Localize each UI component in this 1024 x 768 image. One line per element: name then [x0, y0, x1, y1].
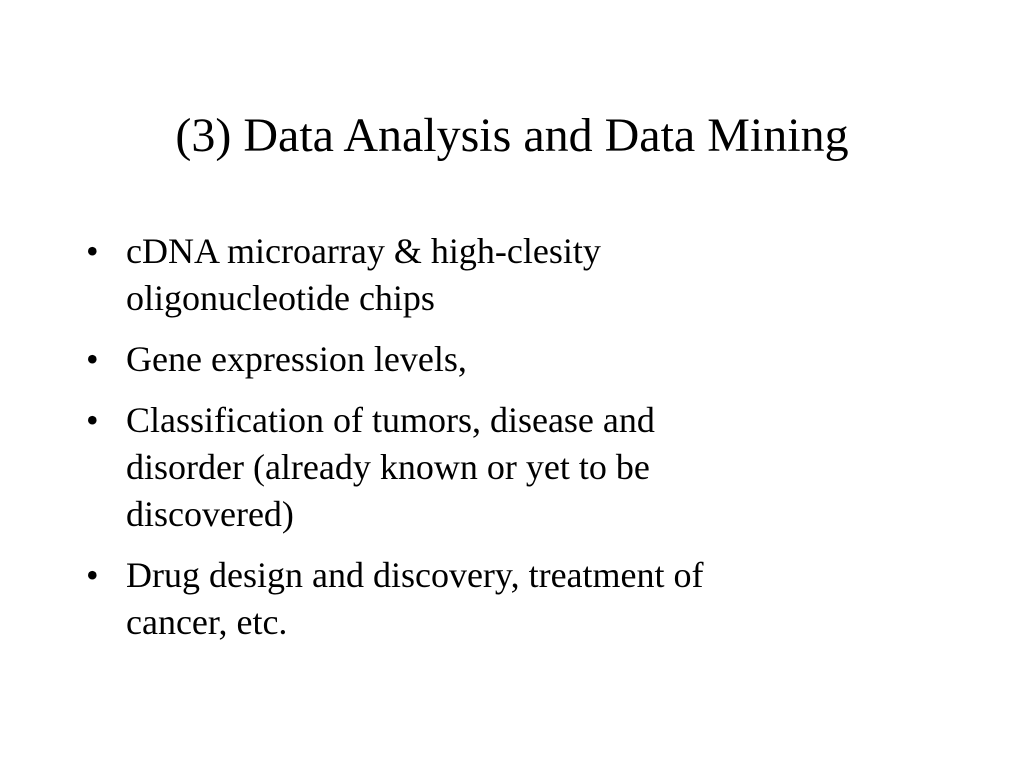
bullet-line: oligonucleotide chips: [126, 278, 435, 318]
bullet-item: [86, 336, 946, 383]
bullet-line: Classification of tumors, disease and: [126, 400, 655, 440]
bullet-item: [86, 228, 946, 322]
bullet-line: Gene expression levels,: [126, 339, 467, 379]
bullet-item: [86, 552, 946, 646]
bullet-line: cDNA microarray & high-clesity: [126, 231, 601, 271]
bullet-dot-icon: •: [86, 339, 99, 379]
bullet-line: Drug design and discovery, treatment of: [126, 555, 704, 595]
bullet-line: disorder (already known or yet to be: [126, 447, 650, 487]
bullet-item: [86, 397, 946, 538]
bullet-line: discovered): [126, 494, 294, 534]
bullet-list: [86, 228, 946, 660]
bullet-dot-icon: •: [86, 400, 99, 440]
slide-title: (3) Data Analysis and Data Mining: [175, 109, 849, 162]
bullet-line: cancer, etc.: [126, 602, 288, 642]
bullet-dot-icon: •: [86, 555, 99, 595]
bullet-dot-icon: •: [86, 231, 99, 271]
